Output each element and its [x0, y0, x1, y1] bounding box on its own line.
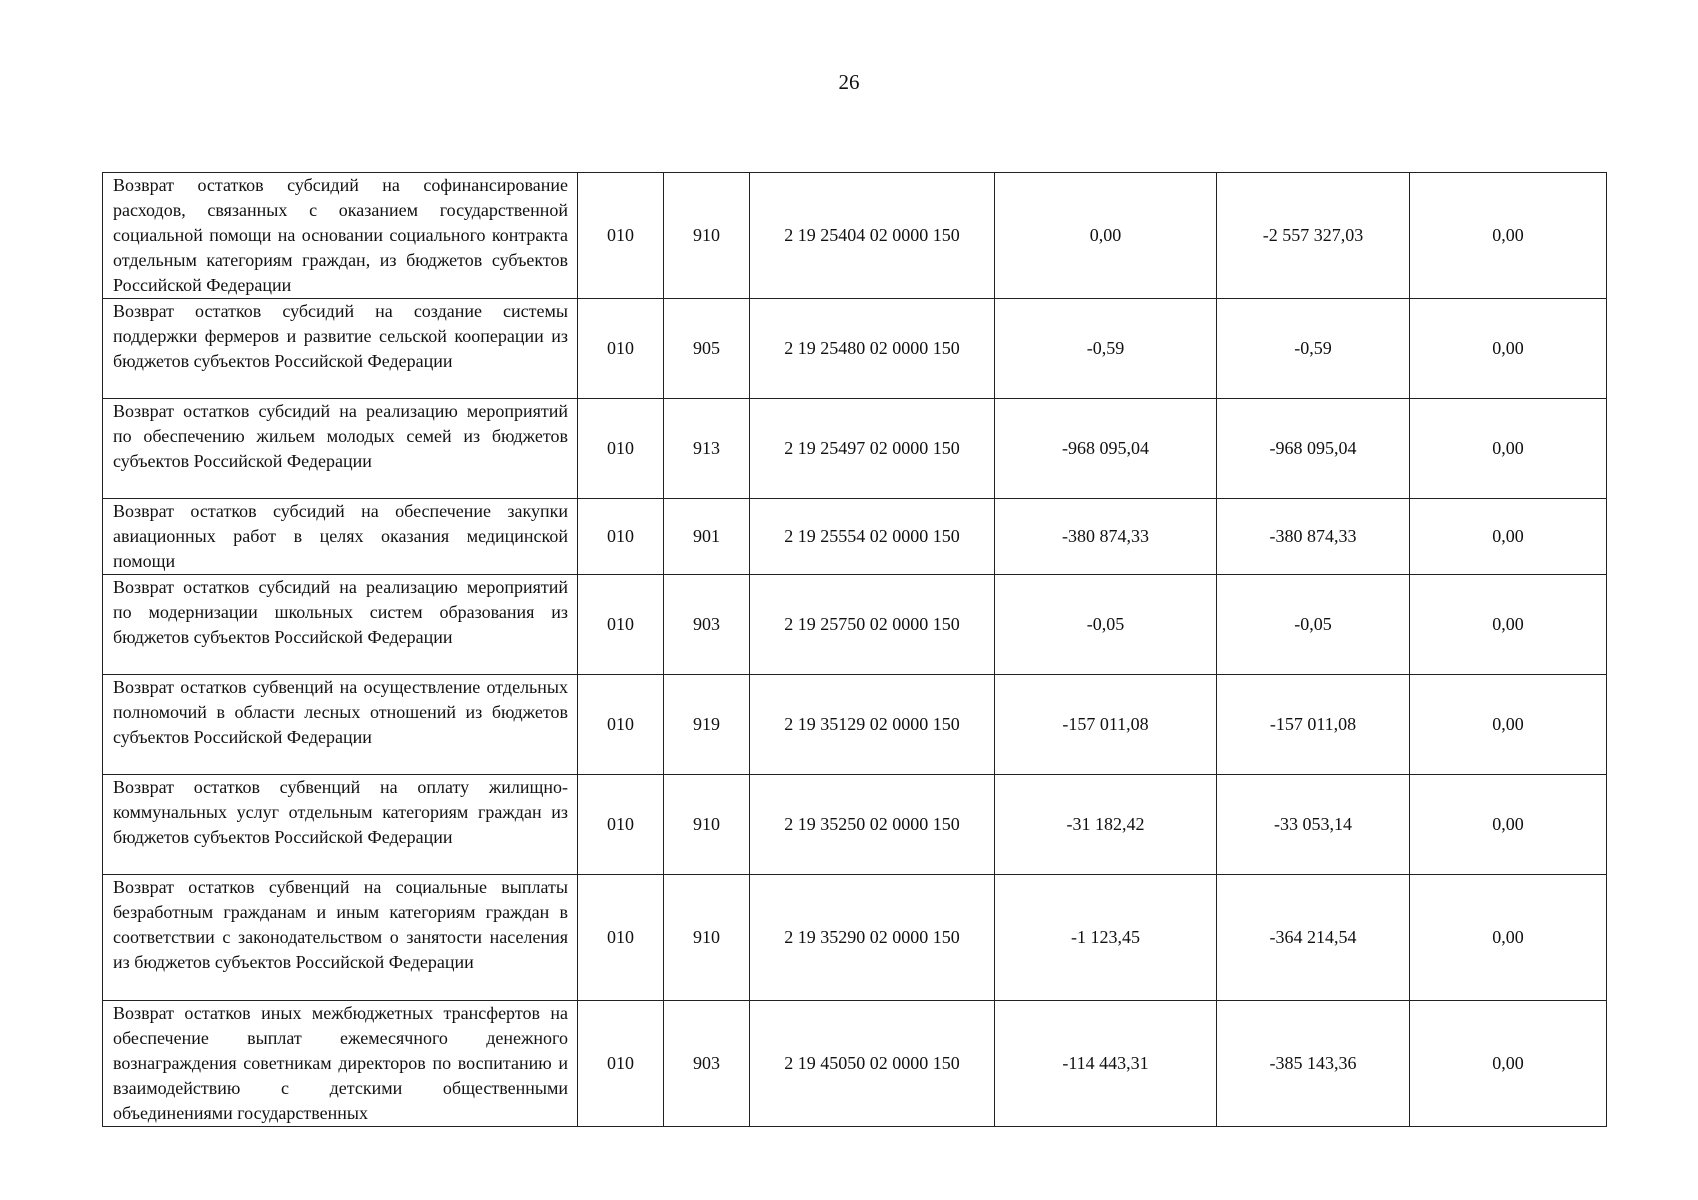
row-description: Возврат остатков иных межбюджетных трансфертов на обеспечение выплат ежемесячного денежного вознаграждения советникам директоров по воспитанию и взаимодействию с детскими общественными объединениями государственных — [113, 1003, 568, 1123]
row-code-2: 910 — [664, 875, 750, 1001]
row-code-1: 010 — [578, 775, 664, 875]
row-value-2: -968 095,04 — [1217, 399, 1410, 499]
row-code-1: 010 — [578, 875, 664, 1001]
row-value-3: 0,00 — [1410, 399, 1607, 499]
row-code-1: 010 — [578, 675, 664, 775]
row-value-3: 0,00 — [1410, 173, 1607, 299]
table-row — [103, 499, 1607, 575]
table-row — [103, 675, 1607, 775]
row-value-2: -385 143,36 — [1217, 1001, 1410, 1127]
budget-table — [102, 172, 1607, 1127]
row-description: Возврат остатков субсидий на создание системы поддержки фермеров и развитие сельской кооперации из бюджетов субъектов Российской Федерации — [103, 299, 578, 399]
row-value-1: -0,05 — [995, 575, 1217, 675]
row-value-3: 0,00 — [1410, 499, 1607, 575]
row-code-2: 919 — [664, 675, 750, 775]
table-row — [103, 1001, 1607, 1127]
row-kbk-code: 2 19 25404 02 0000 150 — [750, 173, 995, 299]
row-code-2: 913 — [664, 399, 750, 499]
table-row — [103, 775, 1607, 875]
row-value-1: -968 095,04 — [995, 399, 1217, 499]
row-description: Возврат остатков субвенций на осуществление отдельных полномочий в области лесных отношений из бюджетов субъектов Российской Федерации — [103, 675, 578, 775]
row-kbk-code: 2 19 25750 02 0000 150 — [750, 575, 995, 675]
row-description: Возврат остатков субсидий на реализацию мероприятий по обеспечению жильем молодых семей из бюджетов субъектов Российской Федерации — [103, 399, 578, 499]
row-value-2: -2 557 327,03 — [1217, 173, 1410, 299]
row-value-1: -0,59 — [995, 299, 1217, 399]
row-kbk-code: 2 19 25480 02 0000 150 — [750, 299, 995, 399]
row-description: Возврат остатков субсидий на реализацию мероприятий по модернизации школьных систем образования из бюджетов субъектов Российской Федерации — [103, 575, 578, 675]
row-value-2: -157 011,08 — [1217, 675, 1410, 775]
row-code-2: 903 — [664, 1001, 750, 1127]
row-kbk-code: 2 19 25554 02 0000 150 — [750, 499, 995, 575]
table-row — [103, 173, 1607, 299]
row-value-2: -364 214,54 — [1217, 875, 1410, 1001]
row-value-2: -0,59 — [1217, 299, 1410, 399]
row-code-2: 905 — [664, 299, 750, 399]
row-kbk-code: 2 19 45050 02 0000 150 — [750, 1001, 995, 1127]
row-kbk-code: 2 19 25497 02 0000 150 — [750, 399, 995, 499]
row-value-3: 0,00 — [1410, 1001, 1607, 1127]
row-code-1: 010 — [578, 299, 664, 399]
row-code-1: 010 — [578, 1001, 664, 1127]
row-code-1: 010 — [578, 399, 664, 499]
row-description: Возврат остатков субсидий на софинансирование расходов, связанных с оказанием государственной социальной помощи на основании социального контракта отдельным категориям граждан, из бюджетов субъектов Российской Федерации — [103, 173, 578, 299]
row-code-2: 910 — [664, 173, 750, 299]
row-value-1: -157 011,08 — [995, 675, 1217, 775]
row-code-2: 901 — [664, 499, 750, 575]
row-value-3: 0,00 — [1410, 675, 1607, 775]
row-value-2: -33 053,14 — [1217, 775, 1410, 875]
row-code-2: 903 — [664, 575, 750, 675]
row-description: Возврат остатков субвенций на социальные выплаты безработным гражданам и иным категориям граждан в соответствии с законодательством о занятости населения из бюджетов субъектов Российской Федерации — [103, 875, 578, 1001]
row-kbk-code: 2 19 35250 02 0000 150 — [750, 775, 995, 875]
row-description-cell — [103, 1001, 578, 1127]
row-description: Возврат остатков субвенций на оплату жилищно-коммунальных услуг отдельным категориям граждан из бюджетов субъектов Российской Федерации — [103, 775, 578, 875]
row-code-2: 910 — [664, 775, 750, 875]
row-value-3: 0,00 — [1410, 875, 1607, 1001]
row-code-1: 010 — [578, 499, 664, 575]
row-value-1: -114 443,31 — [995, 1001, 1217, 1127]
row-code-1: 010 — [578, 173, 664, 299]
table-row — [103, 399, 1607, 499]
row-description: Возврат остатков субсидий на обеспечение закупки авиационных работ в целях оказания медицинской помощи — [103, 499, 578, 575]
row-code-1: 010 — [578, 575, 664, 675]
table-row — [103, 299, 1607, 399]
row-value-1: -380 874,33 — [995, 499, 1217, 575]
row-value-3: 0,00 — [1410, 775, 1607, 875]
row-value-1: -31 182,42 — [995, 775, 1217, 875]
row-value-1: -1 123,45 — [995, 875, 1217, 1001]
row-value-1: 0,00 — [995, 173, 1217, 299]
row-value-2: -380 874,33 — [1217, 499, 1410, 575]
table-row — [103, 875, 1607, 1001]
row-value-2: -0,05 — [1217, 575, 1410, 675]
row-value-3: 0,00 — [1410, 299, 1607, 399]
table-row — [103, 575, 1607, 675]
page-number: 26 — [838, 70, 860, 94]
row-kbk-code: 2 19 35290 02 0000 150 — [750, 875, 995, 1001]
row-kbk-code: 2 19 35129 02 0000 150 — [750, 675, 995, 775]
row-value-3: 0,00 — [1410, 575, 1607, 675]
